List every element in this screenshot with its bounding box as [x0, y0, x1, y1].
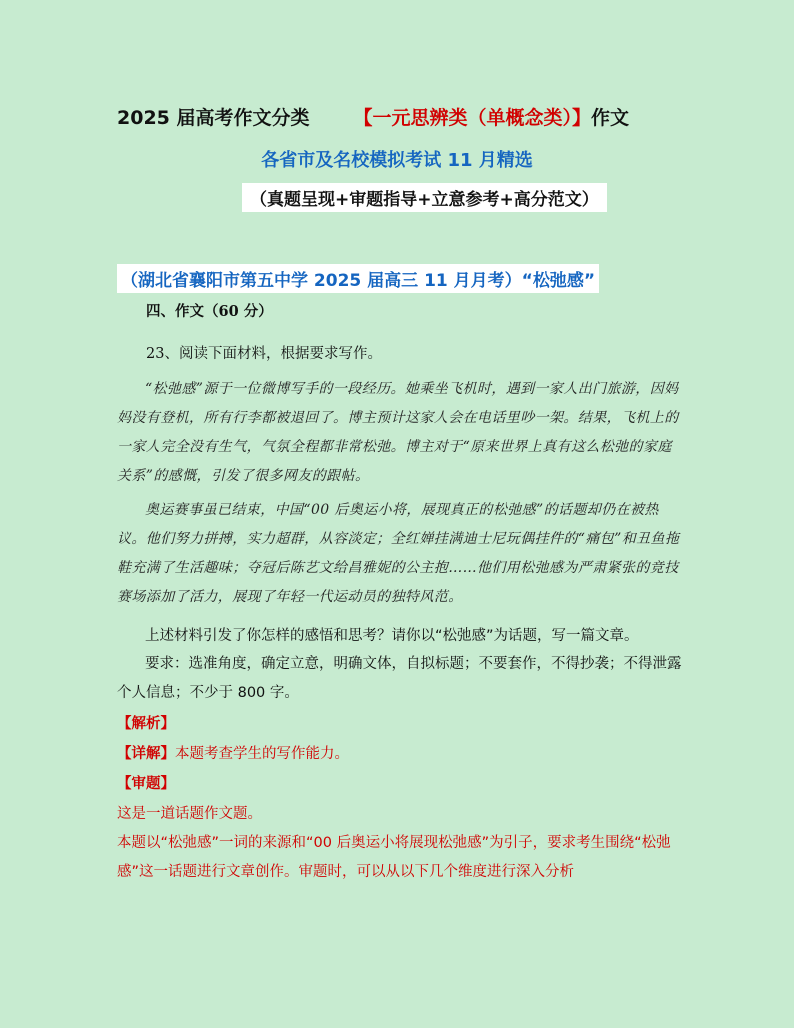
- review-label: 【审题】: [117, 776, 175, 792]
- analysis-line-1: 这是一道话题作文题。: [117, 806, 262, 822]
- material-paragraph-1: “松弛感”源于一位微博写手的一段经历。她乘坐飞机时，遇到一家人出门旅游，因妈妈没有登机，所有行李都被退回了。博主预计这家人会在电话里吵一架。结果，飞机上的一家人完全没有生气，气氛全程都非常松弛。博主对于“原来世界上真有这么松弛的家庭关系”的感慨，引发了很多网友的跟帖。: [117, 381, 679, 484]
- material-paragraph-2: 奥运赛事虽已结束，中国“00 后奥运小将，展现真正的松弛感”的话题却仍在被热议。他们努力拼搏，实力超群，从容淡定；全红婵挂满迪士尼玩偶挂件的“痛包”和丑鱼拖鞋充满了生活趣味；夺冠后陈艺文给昌雅妮的公主抱……他们用松弛感为严肃紧张的竞技赛场添加了活力，展现了年轻一代运动员的独特风范。: [117, 502, 680, 605]
- writing-requirements: 要求：选准角度，确定立意，明确文体，自拟标题；不要套作，不得抄袭；不得泄露个人信息；不少于 800 字。: [117, 656, 682, 701]
- writing-task: 上述材料引发了你怎样的感悟和思考？请你以“松弛感”为话题，写一篇文章。: [145, 628, 639, 644]
- title-suffix: 作文: [591, 107, 630, 129]
- document-subtitle: 各省市及名校模拟考试 11 月精选: [261, 150, 533, 171]
- title-prefix: 2025 届高考作文分类: [117, 107, 310, 129]
- document-title: [117, 103, 629, 130]
- question-prompt: 23、阅读下面材料，根据要求写作。: [146, 346, 382, 362]
- title-category: 【一元思辨类（单概念类）】: [353, 107, 592, 129]
- analysis-label: 【解析】: [117, 716, 175, 732]
- detail-line: [117, 742, 349, 763]
- detail-text: 本题考查学生的写作能力。: [175, 746, 349, 762]
- exam-source: （湖北省襄阳市第五中学 2025 届高三 11 月月考）“松弛感”: [117, 264, 599, 293]
- detail-label: 【详解】: [117, 746, 175, 762]
- section-heading: 四、作文（60 分）: [146, 303, 273, 320]
- analysis-line-2: 本题以“松弛感”一词的来源和“00 后奥运小将展现松弛感”为引子，要求考生围绕“松弛感”这一话题进行文章创作。审题时，可以从以下几个维度进行深入分析: [117, 835, 671, 880]
- document-tagline: （真题呈现+审题指导+立意参考+高分范文）: [242, 183, 607, 212]
